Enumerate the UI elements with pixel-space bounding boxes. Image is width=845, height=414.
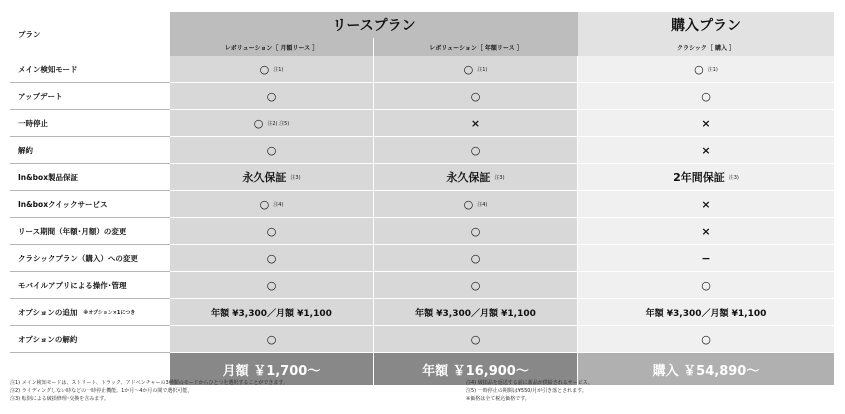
row-label: 解約 <box>10 137 170 164</box>
monthly-cell: 年額 ¥3,300／月額 ¥1,100 <box>170 299 374 326</box>
row-label: モバイルアプリによる操作･管理 <box>10 272 170 299</box>
footnote: ※価格は全て税込価格です。 <box>466 396 530 402</box>
monthly-cell: ○ <box>170 83 374 110</box>
plan-column-header <box>10 12 170 56</box>
buy-plan-title: 購入プラン <box>578 12 834 38</box>
monthly-cell: ○ 注1) <box>170 56 374 83</box>
footnotes-left <box>10 379 288 403</box>
monthly-cell: ○ 注2) 注5) <box>170 110 374 137</box>
purchase-cell: ○ <box>578 272 834 299</box>
monthly-cell: ○ 注4) <box>170 191 374 218</box>
purchase-cell: ○ <box>578 83 834 110</box>
monthly-cell: ○ <box>170 272 374 299</box>
purchase-cell: ○ 注1) <box>578 56 834 83</box>
monthly-cell: ○ <box>170 137 374 164</box>
footnote: 注2) ライディングしない時などの一時停止機能。1か月～4か月の間で選択可能。 <box>10 388 193 394</box>
row-label: リース期間（年額･月額）の変更 <box>10 218 170 245</box>
classic-purchase-header: クラシック［ 購入 ］ <box>578 38 834 56</box>
purchase-cell: × <box>578 137 834 164</box>
monthly-cell: ○ <box>170 245 374 272</box>
yearly-cell: ○ <box>374 218 578 245</box>
row-label: オプションの解約 <box>10 326 170 353</box>
plan-label: プラン <box>18 29 41 39</box>
footnotes-right <box>466 379 593 403</box>
monthly-lease-header: レボリューション［ 月額リース ］ <box>170 38 374 56</box>
purchase-cell: ○ <box>578 326 834 353</box>
row-label: オプションの追加 ※オプション×1につき <box>10 299 170 326</box>
lease-plan-title: リースプラン <box>170 12 578 38</box>
row-label: In&box製品保証 <box>10 164 170 191</box>
yearly-lease-header: レボリューション［ 年額リース ］ <box>374 38 578 56</box>
purchase-cell: × <box>578 218 834 245</box>
purchase-price: 購入 ￥54,890～ <box>578 353 834 385</box>
monthly-cell: ○ <box>170 326 374 353</box>
yearly-cell: 年額 ¥3,300／月額 ¥1,100 <box>374 299 578 326</box>
row-label: メイン検知モード <box>10 56 170 83</box>
yearly-cell: × <box>374 110 578 137</box>
footnote: 注4) 破損品を返送する前に新品が供給されるサービス。 <box>466 380 593 386</box>
monthly-price: 月額 ￥1,700～ <box>170 353 374 385</box>
purchase-cell: × <box>578 191 834 218</box>
footnote: 注1) メイン検知モードは、ストリート、トラック、アドベンチャーの3種類のモードからひとつを選択することができます。 <box>10 380 289 386</box>
yearly-cell: ○ 注4) <box>374 191 578 218</box>
yearly-cell: ○ <box>374 83 578 110</box>
row-label: クラシックプラン（購入）への変更 <box>10 245 170 272</box>
footnote: 注3) 転倒による破損修理･交換を含みます。 <box>10 396 109 402</box>
monthly-cell: 永久保証 注3) <box>170 164 374 191</box>
footnote: 注5) 一時停止の期間は¥550/月が引き落とされます。 <box>466 388 587 394</box>
row-label: アップデート <box>10 83 170 110</box>
yearly-cell: ○ <box>374 245 578 272</box>
monthly-cell: ○ <box>170 218 374 245</box>
row-label: 一時停止 <box>10 110 170 137</box>
yearly-cell: ○ <box>374 272 578 299</box>
yearly-cell: ○ 注1) <box>374 56 578 83</box>
row-label: In&boxクイックサービス <box>10 191 170 218</box>
yearly-cell: ○ <box>374 326 578 353</box>
purchase-cell: − <box>578 245 834 272</box>
yearly-price: 年額 ￥16,900～ <box>374 353 578 385</box>
purchase-cell: 2年間保証 注3) <box>578 164 834 191</box>
purchase-cell: 年額 ¥3,300／月額 ¥1,100 <box>578 299 834 326</box>
comparison-table <box>10 12 834 385</box>
yearly-cell: ○ <box>374 137 578 164</box>
purchase-cell: × <box>578 110 834 137</box>
yearly-cell: 永久保証 注3) <box>374 164 578 191</box>
